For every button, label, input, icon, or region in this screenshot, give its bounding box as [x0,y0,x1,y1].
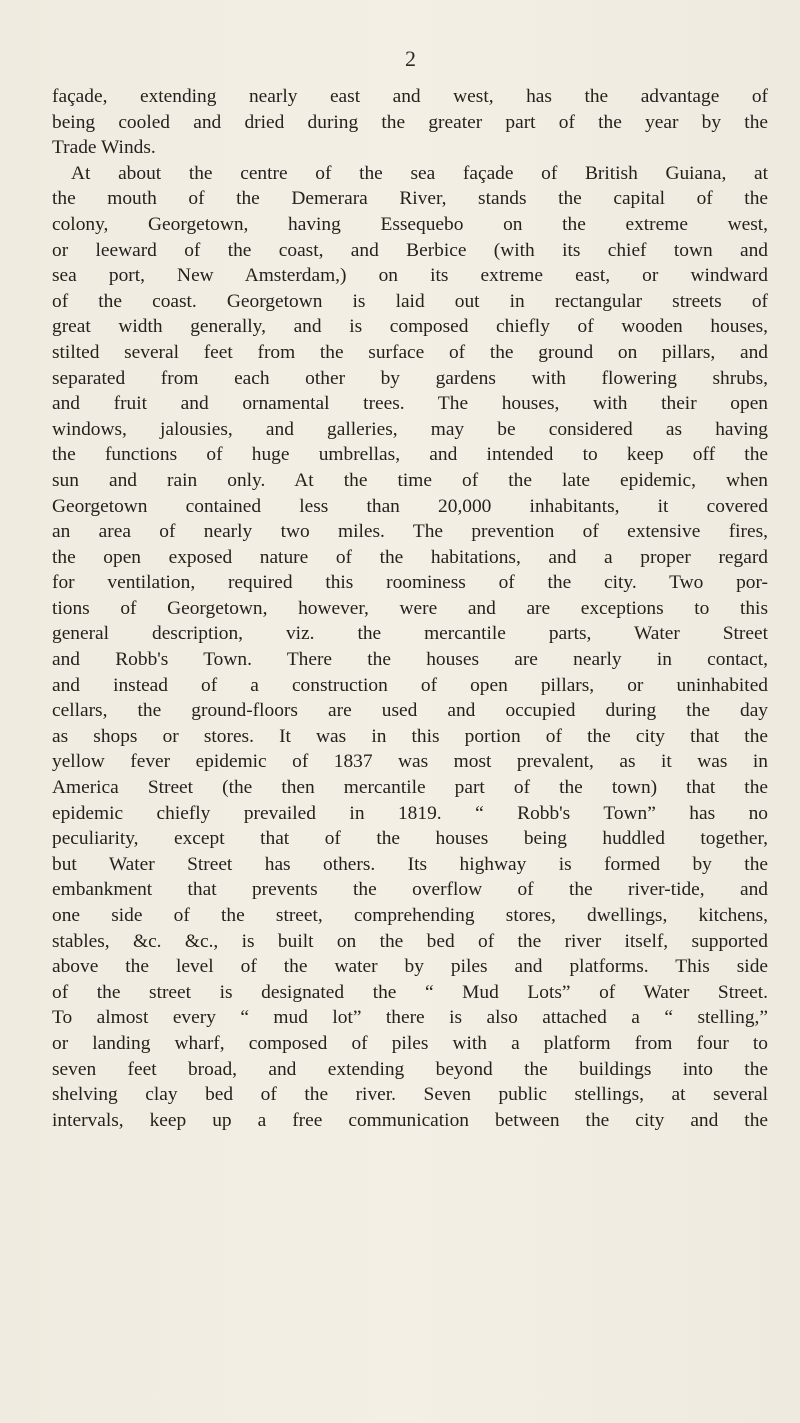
text-line: shelving clay bed of the river. Seven public stellings, at several [52,1084,768,1106]
text-line: façade, extending nearly east and west, has the advantage of [52,86,768,107]
text-line: for ventilation, required this roominess of the city. Two por- [52,572,768,594]
paragraph-1 [52,84,768,161]
text-line: the mouth of the Demerara River, stands the capital of the [52,188,768,210]
text-line: At about the centre of the sea façade of British Guiana, at [71,162,768,184]
text-line: peculiarity, except that of the houses being huddled together, [52,828,768,850]
text-line: above the level of the water by piles and platforms. This side [52,956,768,978]
text-line: intervals, keep up a free communication between the city and the [52,1109,768,1131]
text-line: an area of nearly two miles. The prevention of extensive fires, [52,521,768,543]
text-line: cellars, the ground-floors are used and occupied during the day [52,700,768,722]
text-line: of the street is designated the “ Mud Lots” of Water Street. [52,981,768,1003]
text-line: Georgetown contained less than 20,000 inhabitants, it covered [52,495,768,517]
text-line: seven feet broad, and extending beyond the buildings into the [52,1058,768,1080]
text-line: Trade Winds. [52,137,156,159]
text-line: and fruit and ornamental trees. The houses, with their open [52,393,768,415]
text-line: stables, &c. &c., is built on the bed of the river itself, supported [52,930,768,952]
text-line: windows, jalousies, and galleries, may be considered as having [52,418,768,440]
page-number: 2 [405,46,416,71]
text-line: colony, Georgetown, having Essequebo on the extreme west, [52,213,768,235]
text-line: stilted several feet from the surface of the ground on pillars, and [52,341,768,363]
text-line: sun and rain only. At the time of the late epidemic, when [52,469,768,491]
text-line: embankment that prevents the overflow of the river-tide, and [52,879,768,901]
text-line: but Water Street has others. Its highway is formed by the [52,853,768,875]
text-line: great width generally, and is composed chiefly of wooden houses, [52,316,768,338]
text-line: epidemic chiefly prevailed in 1819. “ Robb's Town” has no [52,802,768,824]
text-line: sea port, New Amsterdam,) on its extreme east, or windward [52,265,768,287]
text-line: To almost every “ mud lot” there is also attached a “ stelling,” [52,1007,768,1029]
text-line: the open exposed nature of the habitations, and a proper regard [52,546,768,568]
text-line: separated from each other by gardens with flowering shrubs, [52,367,768,389]
paragraph-2 [52,161,768,1134]
text-line: the functions of huge umbrellas, and intended to keep off the [52,444,768,466]
text-line: tions of Georgetown, however, were and are exceptions to this [52,597,768,619]
text-line: yellow fever epidemic of 1837 was most prevalent, as it was in [52,751,768,773]
text-line: and Robb's Town. There the houses are nearly in contact, [52,649,768,671]
text-line: as shops or stores. It was in this portion of the city that the [52,725,768,747]
text-line: one side of the street, comprehending stores, dwellings, kitchens, [52,905,768,926]
text-line: being cooled and dried during the greater part of the year by the [52,111,768,133]
text-line: America Street (the then mercantile part of the town) that the [52,777,768,799]
text-line: of the coast. Georgetown is laid out in rectangular streets of [52,290,768,312]
text-line: and instead of a construction of open pillars, or uninhabited [52,674,768,696]
text-line: or landing wharf, composed of piles with a platform from four to [52,1032,768,1054]
body-text [52,84,768,1133]
text-line: or leeward of the coast, and Berbice (with its chief town and [52,239,768,261]
text-line: general description, viz. the mercantile parts, Water Street [52,623,768,645]
